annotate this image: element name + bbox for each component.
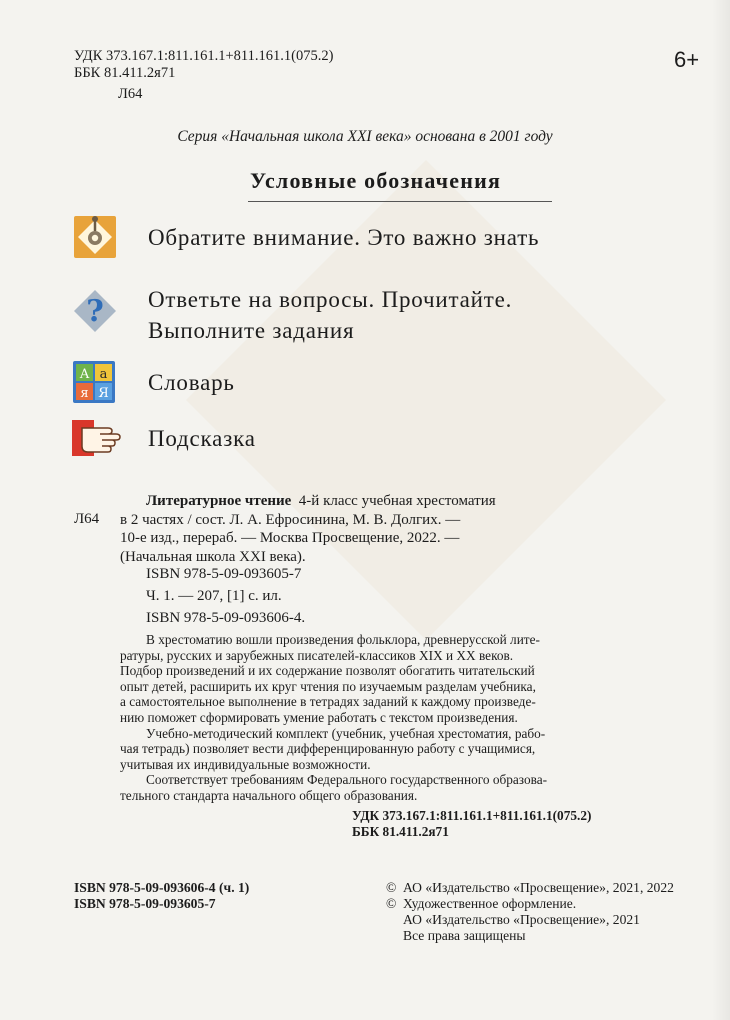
copyright-block (386, 880, 674, 944)
age-rating: 6+ (674, 47, 700, 72)
svg-text:?: ? (86, 294, 104, 329)
copyright-symbol: © (386, 896, 397, 911)
bib-line-1-rest: 4-й класс учебная хрестоматия (298, 493, 496, 509)
bib-line-1 (120, 492, 620, 511)
svg-text:Я: Я (98, 386, 109, 401)
copyright-line (386, 896, 674, 912)
svg-text:я: я (80, 386, 89, 401)
copyright-text: Художественное оформление. (403, 896, 577, 911)
svg-text:А: А (79, 367, 90, 382)
bbk-code-bottom: ББК 81.411.2я71 (352, 824, 449, 839)
isbn-list (74, 880, 249, 912)
bib-isbn-part: ISBN 978-5-09-093606-4. (146, 610, 306, 626)
bib-title: Литературное чтение (146, 493, 292, 509)
copyright-line: АО «Издательство «Просвещение», 2021 (403, 912, 640, 927)
series-note: Серия «Начальная школа XXI века» основана в 2001 году (177, 128, 553, 145)
copyright-line (386, 880, 674, 896)
bib-part-pages: Ч. 1. — 207, [1] с. ил. (146, 588, 282, 604)
author-mark-top: Л64 (118, 86, 143, 102)
bib-line-3: 10-е изд., перераб. — Москва Просвещение, 2022. — (120, 530, 460, 546)
annotation-line: Соответствует требованиям Федерального государственного образова- (146, 772, 548, 788)
legend-title-underline (248, 201, 552, 202)
attention-icon (72, 214, 118, 260)
udk-code-bottom: УДК 373.167.1:811.161.1+811.161.1(075.2) (352, 808, 592, 823)
bib-line-4: (Начальная школа XXI века). (120, 548, 306, 565)
annotation-line: нию поможет сформировать умение работать с текстом произведения. (120, 709, 518, 725)
bbk-code-top: ББК 81.411.2я71 (74, 65, 176, 81)
annotation-line: а самостоятельное выполнение в тетрадях заданий к каждому произведе- (120, 694, 536, 710)
annotation-line: Учебно-методический комплект (учебник, учебная хрестоматия, рабо- (146, 725, 546, 741)
annotation-line: Подбор произведений и их содержание позволят обогатить читательский (120, 663, 535, 679)
legend-text-questions-2: Выполните задания (148, 318, 355, 343)
legend-text-attention: Обратите внимание. Это важно знать (148, 225, 540, 250)
annotation-line: тельного стандарта начального общего образования. (120, 787, 418, 803)
copyright-line: Все права защищены (403, 928, 526, 943)
page-edge-shadow (712, 0, 730, 1020)
copyright-text: АО «Издательство «Просвещение», 2021, 2022 (403, 880, 674, 895)
legend-text-questions-1: Ответьте на вопросы. Прочитайте. (148, 287, 513, 312)
annotation-line: учитывая их индивидуальные возможности. (120, 756, 371, 772)
bib-line-2: в 2 частях / сост. Л. А. Ефросинина, М. В. Долгих. — (120, 511, 461, 528)
annotation (120, 632, 630, 804)
legend-text-hint: Подсказка (148, 426, 256, 451)
udk-code-top: УДК 373.167.1:811.161.1+811.161.1(075.2) (74, 48, 334, 64)
bib-description (120, 492, 620, 566)
bib-author-mark: Л64 (74, 511, 100, 527)
dictionary-icon (72, 360, 116, 404)
question-icon (72, 288, 118, 334)
annotation-line: ратуры, русских и зарубежных писателей-классиков XIX и XX веков. (120, 647, 514, 663)
bib-isbn-set: ISBN 978-5-09-093605-7 (146, 566, 302, 582)
svg-text:а: а (99, 367, 108, 382)
annotation-line: чая тетрадь) позволяет вести дифференцированную работу с учащимися, (120, 741, 536, 757)
annotation-line: опыт детей, расширить их круг чтения по изучаемым разделам учебника, (120, 678, 536, 694)
legend-title: Условные обозначения (250, 168, 502, 193)
legend-text-dictionary: Словарь (148, 370, 235, 395)
hint-hand-icon (72, 418, 122, 458)
isbn-entry: ISBN 978-5-09-093606-4 (ч. 1) (74, 880, 250, 895)
classification-bottom (352, 808, 591, 840)
copyright-symbol: © (386, 880, 397, 895)
isbn-entry: ISBN 978-5-09-093605-7 (74, 896, 216, 911)
annotation-line: В хрестоматию вошли произведения фольклора, древнерусской лите- (146, 632, 540, 647)
